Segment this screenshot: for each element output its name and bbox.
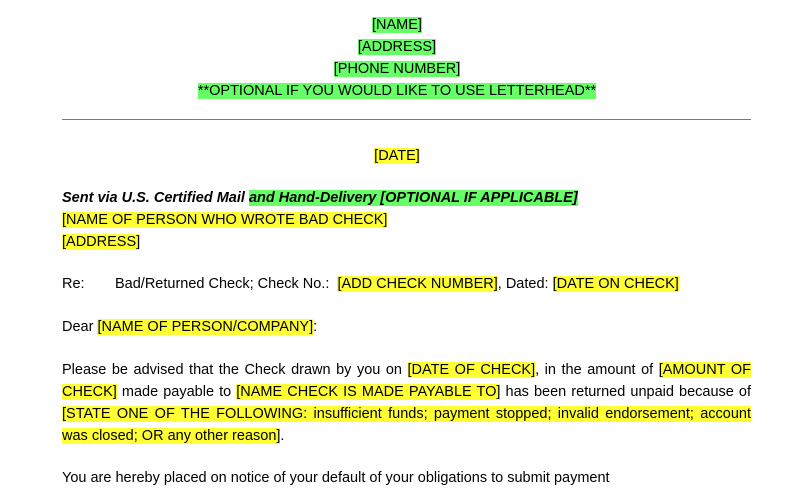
check-number: [ADD CHECK NUMBER]	[337, 276, 498, 292]
body-paragraph-1: Please be advised that the Check drawn by you on [DATE OF CHECK], in the amount of [AMOUNT OF CHECK] made payable to [NAME CHECK IS MADE PAYABLE TO] has been returned unpaid because of [STATE ONE OF THE FOLLOWING: insufficient funds; payment stopped; invalid endorsement; account was closed; OR any other reason].	[62, 362, 751, 444]
amount-of-check: [AMOUNT OF CHECK]	[62, 362, 751, 400]
letter-date: [DATE]	[374, 148, 420, 164]
delivery-line: Sent via U.S. Certified Mail and Hand-Delivery [OPTIONAL IF APPLICABLE]	[62, 190, 578, 206]
letterhead-phone: [PHONE NUMBER]	[333, 61, 461, 77]
body-paragraph-2-partial: You are hereby placed on notice of your default of your obligations to submit payment	[62, 470, 610, 486]
letterhead-optional-note: **OPTIONAL IF YOU WOULD LIKE TO USE LETTERHEAD**	[197, 83, 597, 99]
recipient-name: [NAME OF PERSON WHO WROTE BAD CHECK]	[62, 212, 388, 228]
header-divider	[62, 119, 751, 120]
letterhead-address: [ADDRESS]	[357, 39, 437, 55]
salutation-name: [NAME OF PERSON/COMPANY]	[97, 319, 314, 335]
re-label: Re:	[62, 276, 85, 292]
letterhead-name: [NAME]	[372, 17, 422, 33]
salutation: Dear [NAME OF PERSON/COMPANY]:	[62, 319, 318, 335]
recipient-address: [ADDRESS]	[62, 234, 141, 250]
delivery-optional: and Hand-Delivery [OPTIONAL IF APPLICABLE]	[248, 190, 578, 206]
return-reason: [STATE ONE OF THE FOLLOWING: insufficient funds; payment stopped; invalid endorsement; account was closed; OR any other reason]	[62, 406, 751, 444]
date-of-check: [DATE OF CHECK]	[407, 362, 536, 378]
check-date: [DATE ON CHECK]	[552, 276, 679, 292]
re-line: Re: Bad/Returned Check; Check No.: [ADD CHECK NUMBER], Dated: [DATE ON CHECK]	[62, 273, 752, 295]
payee-name: [NAME CHECK IS MADE PAYABLE TO]	[236, 384, 501, 400]
